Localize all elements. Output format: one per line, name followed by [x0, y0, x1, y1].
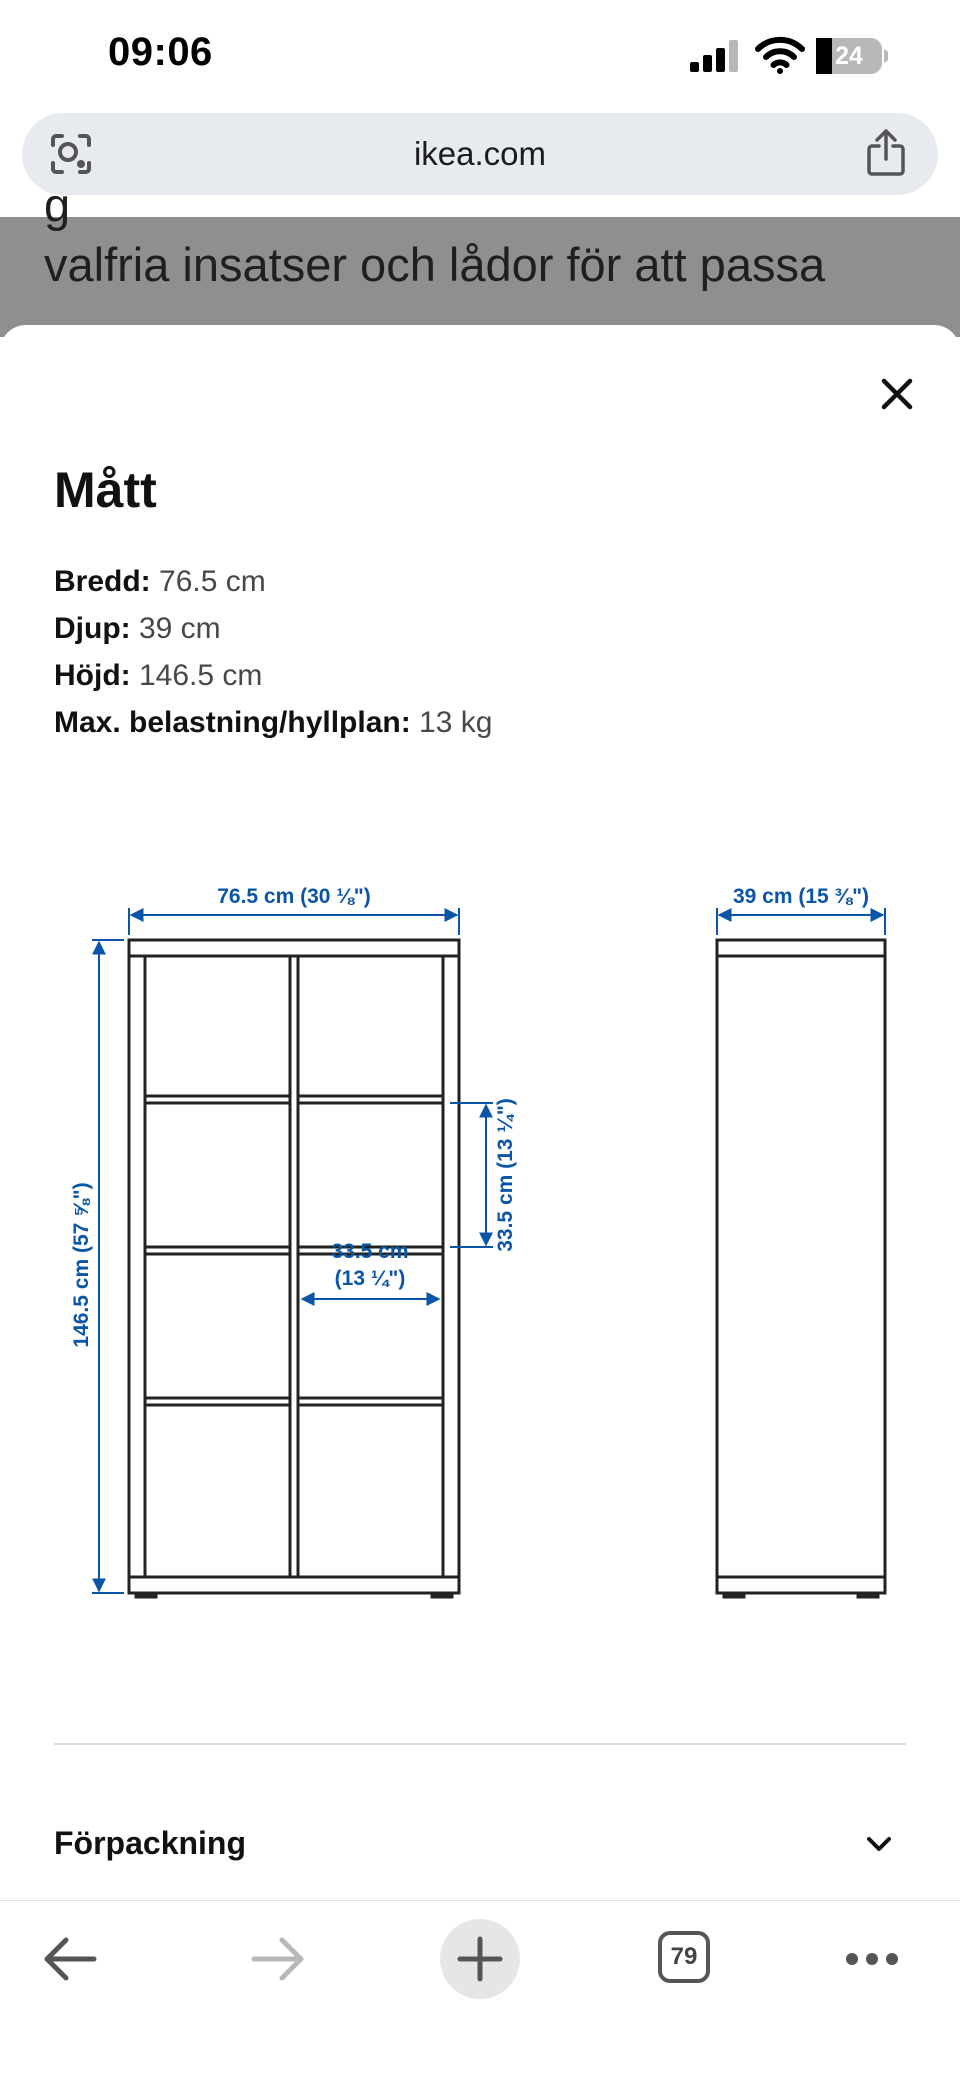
spec-list	[54, 558, 492, 746]
page-background-overlay	[0, 178, 960, 337]
dimension-drawing	[0, 865, 960, 1625]
spec-row-max-load	[54, 699, 492, 746]
spec-row-depth	[54, 605, 492, 652]
arrow-left-icon	[32, 1919, 112, 1999]
tabs-count: 79	[658, 1931, 710, 1983]
front-view-shelf	[129, 940, 459, 1597]
width-dimension-label: 76.5 cm (30 ⅛")	[217, 885, 371, 908]
compartment-width-label-line1: 33.5 cm	[331, 1240, 409, 1263]
spec-label: Djup:	[54, 612, 131, 645]
share-icon[interactable]	[866, 129, 906, 177]
chevron-down-icon[interactable]	[862, 1827, 896, 1861]
arrow-right-icon	[236, 1919, 316, 1999]
spec-row-height	[54, 652, 492, 699]
browser-toolbar	[0, 1900, 960, 2077]
cut-off-text-line: g	[44, 178, 71, 231]
side-view-shelf	[717, 940, 885, 1597]
plus-icon	[440, 1919, 520, 1999]
battery-indicator	[816, 38, 888, 74]
address-text[interactable]: ikea.com	[413, 135, 547, 172]
height-dimension-label: 146.5 cm (57 ⅝")	[70, 1182, 93, 1348]
dimensions-sheet	[0, 325, 960, 1900]
width-dimension	[129, 908, 459, 935]
spec-value: 13 kg	[410, 706, 493, 739]
cellular-signal-icon	[690, 40, 742, 72]
more-button[interactable]	[832, 1919, 912, 1999]
spec-value: 39 cm	[130, 612, 221, 645]
spec-label: Höjd:	[54, 659, 131, 692]
address-bar[interactable]	[22, 113, 938, 195]
close-icon[interactable]	[872, 369, 922, 419]
new-tab-button[interactable]	[440, 1919, 520, 1999]
spec-value: 76.5 cm	[150, 565, 266, 598]
status-time: 09:06	[108, 30, 213, 74]
ellipsis-icon	[832, 1919, 912, 1999]
wifi-icon	[755, 36, 805, 74]
product-description-text: valfria insatser och lådor för att passa	[44, 238, 826, 291]
battery-percent: 24	[835, 42, 863, 70]
page-settings-icon[interactable]	[50, 133, 92, 175]
sheet-title: Mått	[54, 462, 157, 518]
forward-button[interactable]	[236, 1919, 316, 1999]
spec-label: Bredd:	[54, 565, 151, 598]
accordion-label[interactable]: Förpackning	[54, 1825, 247, 1861]
tabs-button[interactable]	[644, 1919, 724, 1999]
compartment-width-label-line2: (13 ¼")	[334, 1267, 406, 1290]
back-button[interactable]	[32, 1919, 112, 1999]
spec-label: Max. belastning/hyllplan:	[54, 706, 411, 739]
height-dimension	[92, 940, 124, 1593]
depth-dimension	[717, 908, 885, 935]
depth-dimension-label: 39 cm (15 ⅜")	[732, 885, 870, 908]
status-bar	[0, 0, 960, 110]
divider	[54, 1743, 906, 1745]
compartment-height-label: 33.5 cm (13 ¼")	[494, 1098, 517, 1252]
packaging-accordion[interactable]	[54, 1813, 906, 1873]
spec-value: 146.5 cm	[130, 659, 263, 692]
spec-row-width	[54, 558, 492, 605]
